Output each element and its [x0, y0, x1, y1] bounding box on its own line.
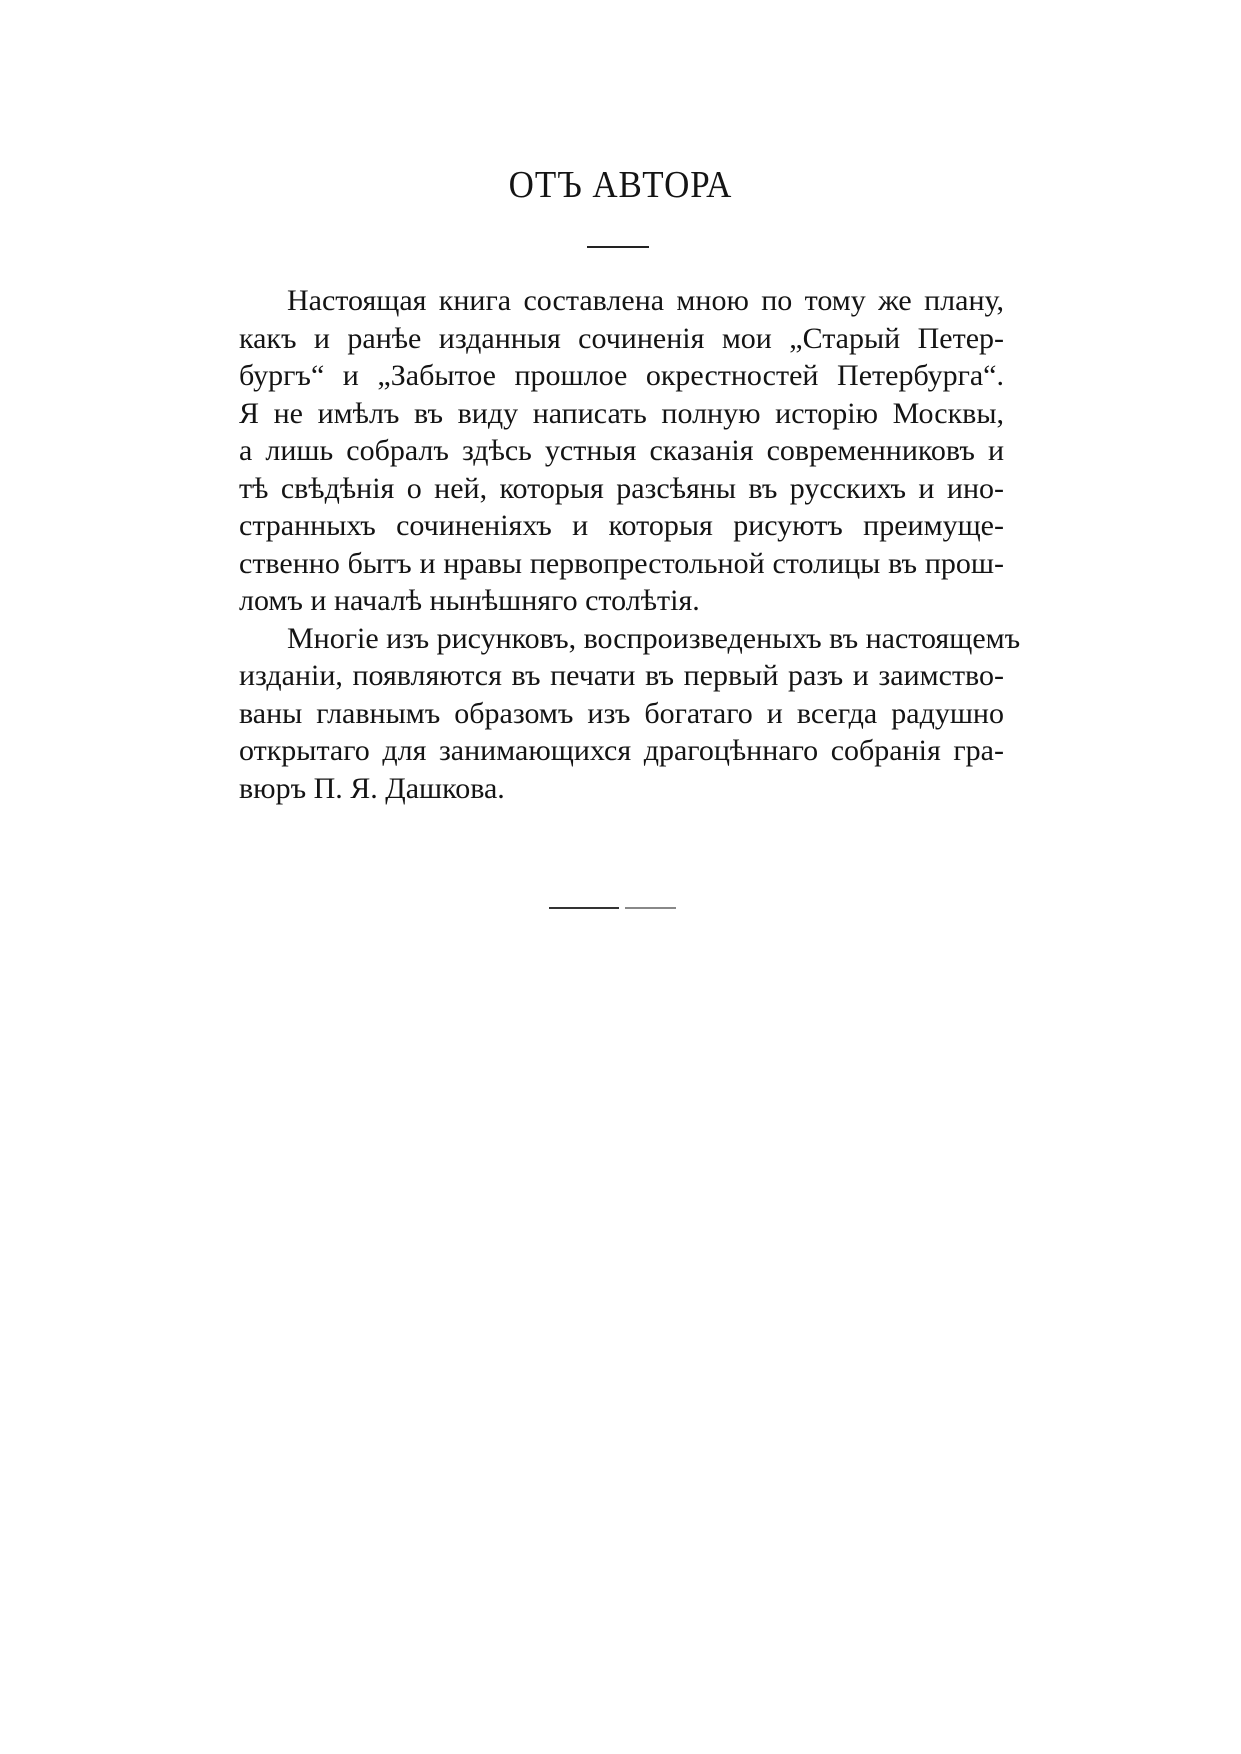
text-line: какъ и ранѣе изданныя сочиненія мои „Старый Петер-: [239, 321, 1004, 355]
text-line: открытаго для занимающихся драгоцѣннаго собранія гра-: [239, 734, 1004, 767]
text-line: Настоящая книга составлена мною по тому же плану,: [287, 284, 1004, 317]
page-title: ОТЪ АВТОРА: [508, 164, 733, 206]
text-line: а лишь собралъ здѣсь устныя сказанія современниковъ и: [239, 434, 1004, 467]
text-line: ваны главнымъ образомъ изъ богатаго и всегда радушно: [239, 696, 1004, 730]
text-line: странныхъ сочиненіяхъ и которыя рисуютъ преимуще-: [239, 509, 1004, 542]
preface-text: [239, 282, 1021, 807]
paragraph-1: [239, 282, 1004, 620]
text-line: Многіе изъ рисунковъ, воспроизведеныхъ въ настоящемъ: [287, 621, 1021, 655]
text-line: вюръ П. Я. Дашкова.: [239, 771, 505, 805]
text-line: ломъ и началѣ нынѣшняго столѣтія.: [239, 584, 700, 617]
end-divider: [549, 907, 676, 909]
text-line: ственно бытъ и нравы первопрестольной столицы въ прош-: [239, 546, 1004, 580]
title-divider: [587, 246, 649, 248]
text-line: тѣ свѣдѣнія о ней, которыя разсѣяны въ русскихъ и ино-: [239, 471, 1004, 505]
paragraph-2: [239, 620, 1021, 808]
text-line: Я не имѣлъ въ виду написать полную исторію Москвы,: [239, 396, 1004, 430]
text-line: изданіи, появляются въ печати въ первый разъ и заимство-: [239, 659, 1004, 692]
text-line: бургъ“ и „Забытое прошлое окрестностей Петербурга“.: [239, 359, 1004, 392]
